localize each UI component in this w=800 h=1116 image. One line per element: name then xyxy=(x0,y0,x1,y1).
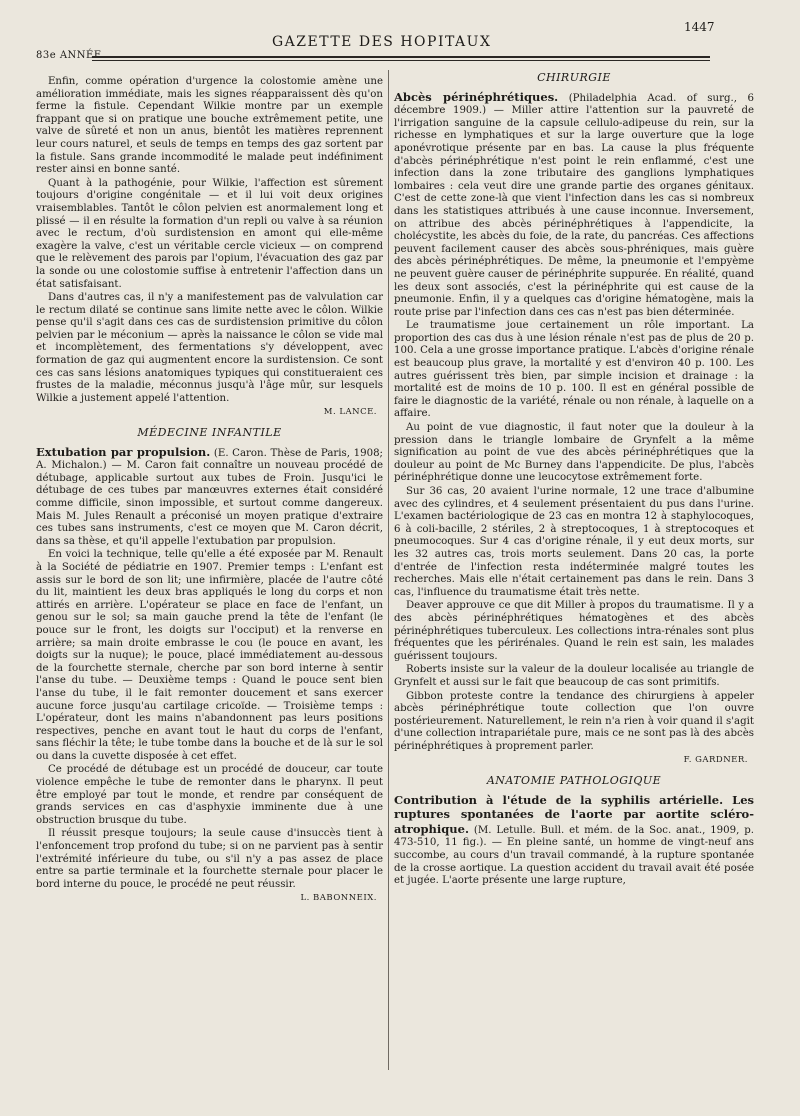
header-rule xyxy=(92,56,710,58)
paragraph: Dans d'autres cas, il n'y a manifestement pas de valvulation car le rectum dilaté se continue sans limite nette avec le côlon. Wilkie pense qu'il s'agit dans ces cas de surdistension primitive du côlon pelvien par le méconium — après la naissance le côlon se vide mal et incomplètement, des fermentations s'y développent, avec formation de gaz qui augmentent encore la surdistension. Ce sont ces cas sans lésions anatomiques typiques qui constitueraient ces frustes de la maladie, méconnus jusqu'à l'âge mûr, sur lesquels Wilkie a justement appelé l'attention. xyxy=(36,292,383,404)
paragraph: Le traumatisme joue certainement un rôle important. La proportion des cas dus à une lésion rénale n'est pas de plus de 20 p. 100. Cela a une grosse importance pratique. L'abcès d'origine rénale est beaucoup plus grave, la mortalité y est d'environ 40 p. 100. Les autres guérissent très bien, par simple incision et drainage : la mortalité est de moins de 10 p. 100. Il est en général possible de faire le diagnostic de la variété, rénale ou non rénale, à laquelle on a affaire. xyxy=(394,320,754,420)
article-title: Contribution à l'étude de la syphilis artérielle. Les ruptures spontanées de l'aorte par aortite scléro-atrophique. xyxy=(394,792,754,836)
article-lead: (M. Letulle. Bull. et mém. de la Soc. anat., 1909, p. 473-510, 11 fig.). — En pleine santé, un homme de vingt-neuf ans succombe, au cours d'un travail commandé, à la rupture spontanée de la crosse aortique. La question accident du travail avait été posée et jugée. L'aorte présente une large rupture, xyxy=(394,824,754,887)
page-number: 1447 xyxy=(684,20,715,34)
signature: M. LANCE. xyxy=(323,407,377,418)
section-title: MÉDECINE INFANTILE xyxy=(137,426,282,440)
header-rule-thin xyxy=(92,60,710,61)
paragraph: Deaver approuve ce que dit Miller à propos du traumatisme. Il y a des abcès périnéphrétiques hématogènes et des abcès périnéphrétiques tuberculeux. Les collections intra-rénales sont plus fréquentes que les périrénales. Quand le rein est sain, les malades guérissent toujours. xyxy=(394,600,754,662)
paragraph: En voici la technique, telle qu'elle a été exposée par M. Renault à la Société de pédiatrie en 1907. Premier temps : L'enfant est assis sur le bord de son lit; une infirmière, placée de l'autre côté du lit, maintient les deux bras appliqués le long du corps et non attirés en arrière. L'opérateur se place en face de l'enfant, un genou sur le sol; sa main gauche prend la tête de l'enfant (le pouce sur le front, les doigts sur l'occiput) et la renverse en arrière; sa main droite embrasse le cou (le pouce en avant, les doigts sur la nuque); le pouce, placé immédiatement au-dessous de la fourchette sternale, cherche par son bord interne à sentir l'anse du tube. — Deuxième temps : Quand le pouce sent bien l'anse du tube, il le fait remonter doucement et sans exercer aucune force jusqu'au cartilage cricoïde. — Troisième temps : L'opérateur, dont les mains n'abandonnent pas leurs positions respectives, penche en avant tout le haut du corps de l'enfant, sans fléchir la tête; le tube tombe dans la bouche et de là sur le sol ou dans la cuvette disposée à cet effet. xyxy=(36,549,383,762)
article-paragraph xyxy=(36,446,383,549)
right-column xyxy=(394,72,754,889)
paragraph: Enfin, comme opération d'urgence la colostomie amène une amélioration immédiate, mais les signes réapparaissent dès qu'on ferme la fistule. Cependant Wilkie montre par un exemple frappant que si on pratique une bouche extrêmement petite, une valve de sûreté et non un anus, bientôt les matières reprennent leur cours naturel, et seuls de temps en temps des gaz sortent par la fistule. Sans grande incommodité le malade peut indéfiniment rester ainsi en bonne santé. xyxy=(36,76,383,176)
article-lead: (Philadelphia Acad. of surg., 6 décembre 1909.) — Miller attire l'attention sur la pauvreté de l'irrigation sanguine de la capsule cellulo-adipeuse du rein, sur la richesse en lymphatiques et sur la large ouverture que la loge aponévrotique présente par en bas. La cause la plus fréquente d'abcès périnéphrétique n'est point le rein enflammé, c'est une infection dans la zone tributaire des ganglions lymphatiques lombaires : cela veut dire une grande partie des organes génitaux. C'est de cette zone-là que vient l'infection dans les cas si nombreux dans les statistiques attribués à une cause inconnue. Inversement, on attribue des abcès périnéphrétiques à l'appendicite, la cholécystite, les abcès du foie, de la rate, du pancréas. Ces affections peuvent facilement causer des abcès sous-phréniques, mais guère des abcès périnéphrétiques. De même, la pneumonie et l'empyème ne peuvent guère causer de périnéphrite suppurée. En réalité, quand les deux sont associés, c'est la périnéphrite qui est cause de la pneumonie. Enfin, il y a quelques cas d'origine hématogène, mais la route prise par l'infection dans ces cas n'est pas bien déterminée. xyxy=(394,92,754,318)
article-lead: (E. Caron. Thèse de Paris, 1908; A. Michalon.) — M. Caron fait connaître un nouveau procédé de détubage, applicable surtout aux tubes de Froin. Jusqu'ici le détubage de ces tubes par manœuvres externes était considéré comme difficile, sinon impossible, et surtout comme dangereux. Mais M. Jules Renault a préconisé un moyen pratique d'extraire ces tubes sans instruments, c'est ce moyen que M. Caron décrit, dans sa thèse, et qu'il appelle l'extubation par propulsion. xyxy=(36,447,383,547)
left-column xyxy=(36,76,383,909)
issue-label: 83e ANNÉE. xyxy=(36,50,106,61)
article-paragraph xyxy=(394,91,754,320)
paragraph: Il réussit presque toujours; la seule cause d'insuccès tient à l'enfoncement trop profond du tube; si on ne parvient pas à sentir l'extrémité inférieure du tube, ou s'il n'y a pas assez de place entre sa partie terminale et la fourchette sternale pour placer le bord interne du pouce, le procédé ne peut réussir. xyxy=(36,828,383,890)
signature: F. GARDNER. xyxy=(683,755,748,766)
paragraph: Gibbon proteste contre la tendance des chirurgiens à appeler abcès périnéphrétique toute collection que l'on ouvre postérieurement. Naturellement, le rein n'a rien à voir quand il s'agit d'une collection intrapariétale pure, mais ce ne sont pas là des abcès périnéphrétiques à proprement parler. xyxy=(394,690,754,752)
paragraph: Ce procédé de détubage est un procédé de douceur, car toute violence empêche le tube de remonter dans le pharynx. Il peut être employé par tout le monde, et rendre par conséquent de grands services en cas d'asphyxie imminente due à une obstruction brusque du tube. xyxy=(36,764,383,826)
section-title: CHIRURGIE xyxy=(537,71,611,84)
section-title: ANATOMIE PATHOLOGIQUE xyxy=(486,774,662,788)
paragraph: Roberts insiste sur la valeur de la douleur localisée au triangle de Grynfelt et aussi sur le fait que beaucoup de cas sont primitifs. xyxy=(394,664,754,688)
article-paragraph xyxy=(394,794,754,888)
article-title: Extubation par propulsion. xyxy=(36,444,211,459)
paragraph: Quant à la pathogénie, pour Wilkie, l'affection est sûrement toujours d'origine congénitale — et il lui voit deux origines vraisemblables. Tantôt le côlon pelvien est anormalement long et plissé — il en résulte la formation d'un repli ou valve à sa réunion avec le rectum, d'où surdistension en amont qui elle-même exagère la valve, c'est un véritable cercle vicieux — on comprend que le relèvement des parois par l'opium, l'évacuation des gaz par la sonde ou une colostomie suffise à entretenir l'affection dans un état satisfaisant. xyxy=(36,177,383,290)
column-divider xyxy=(388,70,389,1070)
signature: L. BABONNEIX. xyxy=(300,893,377,904)
paragraph: Sur 36 cas, 20 avaient l'urine normale, 12 une trace d'albumine avec des cylindres, et 4 seulement présentaient du pus dans l'urine. L'examen bactériologique de 23 cas en montra 12 à staphylocoques, 6 à coli-bacille, 2 stériles, 2 à streptocoques, 1 à streptocoques et pneumocoques. Sur 4 cas d'origine rénale, il y eut deux morts, sur les 32 autres cas, trois morts seulement. Dans 20 cas, la porte d'entrée de l'infection resta indéterminée malgré toutes les recherches. Mais elle n'était certainement pas dans le rein. Dans 3 cas, l'influence du traumatisme était très nette. xyxy=(394,486,754,598)
article-title: Abcès périnéphrétiques. xyxy=(394,89,559,104)
journal-title: GAZETTE DES HOPITAUX xyxy=(272,34,492,50)
paragraph: Au point de vue diagnostic, il faut noter que la douleur à la pression dans le triangle lombaire de Grynfelt a la même signification au point de vue des abcès périnéphrétiques que la douleur au point de Mc Burney dans l'appendicite. De plus, l'abcès périnéphrétique donne une leucocytose extrêmement forte. xyxy=(394,422,754,484)
